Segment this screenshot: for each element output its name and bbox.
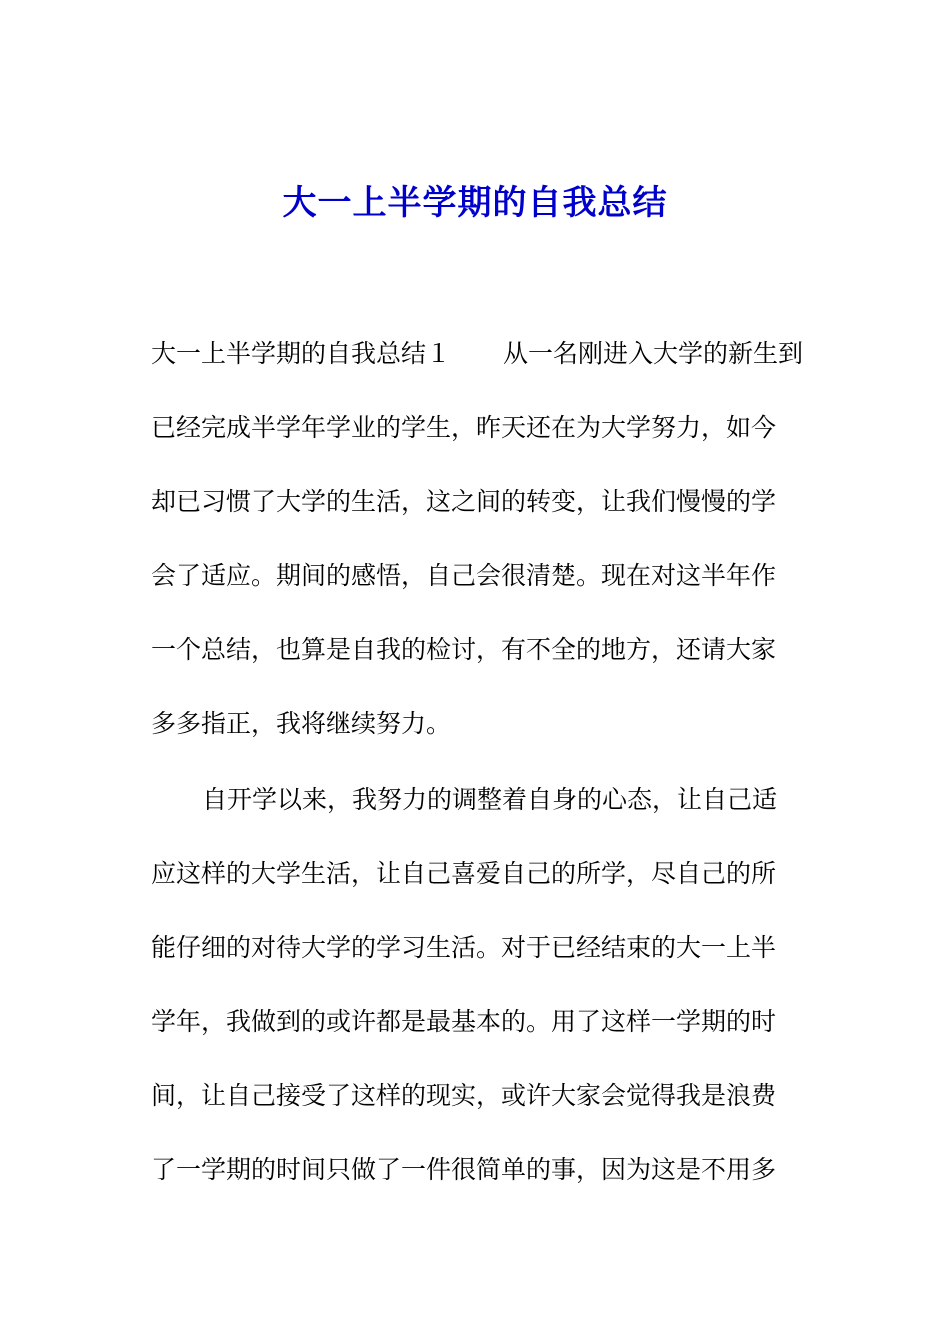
section-heading-label: 大一上半学期的自我总结１ [151, 339, 452, 368]
paragraph-line: 能仔细的对待大学的学习生活。对于已经结束的大一上半 [151, 933, 777, 962]
document-title: 大一上半学期的自我总结 [282, 183, 668, 223]
paragraph-line: 间，让自己接受了这样的现实，或许大家会觉得我是浪费 [151, 1081, 777, 1110]
paragraph-line: 应这样的大学生活，让自己喜爱自己的所学，尽自己的所 [151, 859, 777, 888]
paragraph-line: 却已习惯了大学的生活，这之间的转变，让我们慢慢的学 [151, 487, 777, 516]
paragraph-line: 学年，我做到的或许都是最基本的。用了这样一学期的时 [151, 1007, 777, 1036]
paragraph-line: 会了适应。期间的感悟，自己会很清楚。现在对这半年作 [151, 561, 777, 590]
paragraph-1-first-line [151, 336, 811, 372]
paragraph-line: 一个总结，也算是自我的检讨，有不全的地方，还请大家 [151, 635, 777, 664]
paragraph-line: 了一学期的时间只做了一件很简单的事，因为这是不用多 [151, 1155, 777, 1184]
paragraph-line: 已经完成半学年学业的学生，昨天还在为大学努力，如今 [151, 413, 777, 442]
paragraph-line: 自开学以来，我努力的调整着自身的心态，让自己适 [202, 785, 778, 814]
paragraph-line: 从一名刚进入大学的新生到 [503, 339, 804, 368]
paragraph-line: 多多指正，我将继续努力。 [151, 709, 452, 738]
